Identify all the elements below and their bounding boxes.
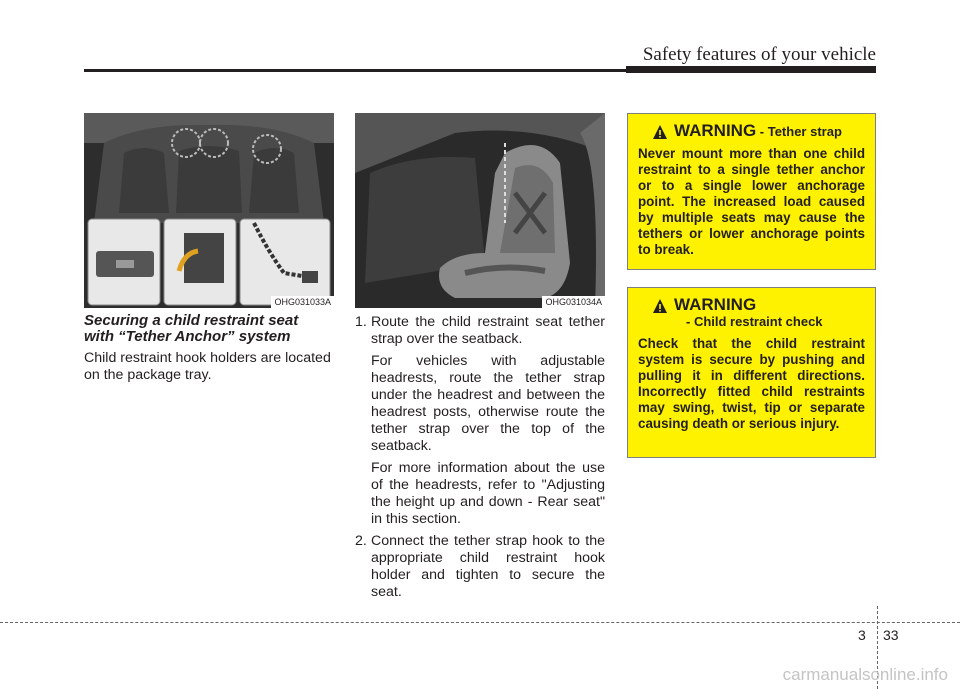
step-number: 1. — [355, 314, 367, 330]
section-title-line: Securing a child restraint seat — [84, 312, 299, 329]
figure-code-label: OHG031033A — [271, 296, 334, 308]
warning-word: WARNING — [674, 295, 757, 314]
warning-heading — [638, 122, 865, 140]
instructions-column — [355, 314, 605, 601]
step-paragraph: For vehicles with adjustable headrests, route the tether strap under the headrest and between the headrest posts, otherwise route the tether strap over the top of the seatback. — [371, 353, 605, 454]
warning-triangle-icon — [652, 124, 668, 140]
child-seat-tether-photo — [355, 113, 605, 308]
step-text: Route the child restraint seat tether strap over the seatback. — [371, 314, 605, 347]
section-body: Child restraint hook holders are located on the package tray. — [84, 350, 331, 383]
footer-divider — [0, 622, 960, 623]
watermark-text[interactable]: carmanualsonline.info — [782, 665, 948, 684]
warning-subtitle: - Child restraint check — [686, 314, 823, 329]
step-number: 2. — [355, 533, 367, 549]
warning-triangle-icon — [652, 298, 668, 314]
rear-seat-tether-photo — [84, 113, 334, 308]
section-title-line: with “Tether Anchor” system — [84, 328, 291, 345]
warning-subtitle: - Tether strap — [756, 124, 842, 139]
warning-heading — [638, 296, 865, 330]
header-rule-accent — [626, 66, 876, 73]
page-number: 33 — [883, 627, 899, 643]
warning-word: WARNING — [674, 121, 757, 140]
step-paragraph: For more information about the use of the headrests, refer to "Adjusting the height up and down - Rear seat" in this section. — [371, 460, 605, 527]
section-title — [84, 313, 334, 345]
warning-text: Check that the child restraint system is secure by pushing and pulling it in different directions. Incorrectly fitted child restraints may swing, twist, tip or separate causing death or serious injury. — [638, 336, 865, 431]
warning-box-tether-strap — [627, 113, 876, 270]
step-text: Connect the tether strap hook to the appropriate child restraint hook holder and tighten to secure the seat. — [371, 533, 605, 600]
chapter-number: 3 — [858, 627, 866, 643]
step-item — [355, 533, 605, 601]
step-item — [355, 314, 605, 348]
warning-box-restraint-check — [627, 287, 876, 458]
warning-text: Never mount more than one child restraint to a single tether anchor or to a single lower anchorage point. The increased load caused by multiple seats may cause the tethers or lower anchorage points to break. — [638, 146, 865, 257]
page-header-title: Safety features of your vehicle — [642, 44, 876, 65]
figure-code-label: OHG031034A — [542, 296, 605, 308]
